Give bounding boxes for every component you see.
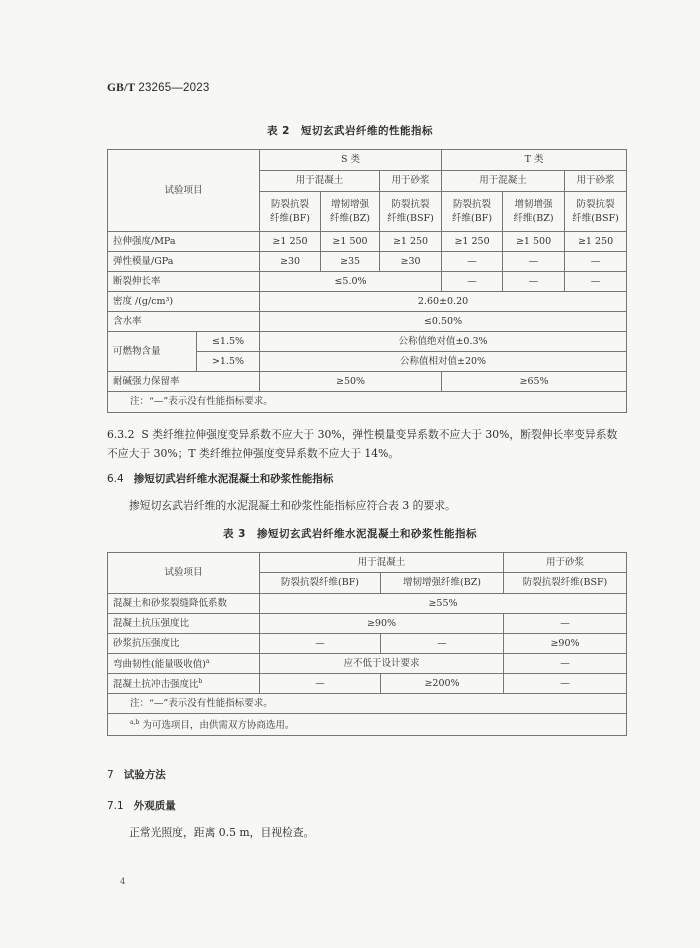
cell: 公称值相对值±20% — [260, 352, 627, 372]
table-row — [108, 654, 627, 674]
t2-s-concrete: 用于混凝土 — [260, 171, 380, 192]
standard-prefix: GB/T — [107, 82, 136, 94]
cell: ≥1 500 — [503, 232, 565, 252]
row-label: 混凝土抗冲击强度比$^b$ — [108, 674, 260, 694]
row-label: 可燃物含量 — [108, 332, 197, 372]
t2-t-bz: 增韧增强 纤维(BZ) — [503, 192, 565, 232]
cell: — — [442, 252, 503, 272]
table-row — [108, 312, 627, 332]
table-row — [108, 634, 627, 654]
table-row — [108, 272, 627, 292]
t2-s-bf: 防裂抗裂 纤维(BF) — [260, 192, 321, 232]
cell: — — [565, 252, 627, 272]
cell: — — [442, 272, 503, 292]
t3-bz: 增韧增强纤维(BZ) — [381, 573, 504, 594]
section-6-4-heading — [107, 470, 627, 489]
table-row — [108, 252, 627, 272]
table-row — [108, 594, 627, 614]
cell: — — [260, 674, 381, 694]
cell: ≥1 500 — [321, 232, 380, 252]
table-row — [108, 614, 627, 634]
row-label: 含水率 — [108, 312, 260, 332]
section-6-3-2 — [107, 425, 627, 463]
row-label: 混凝土和砂浆裂缝降低系数 — [108, 594, 260, 614]
cell: — — [381, 634, 504, 654]
paragraph-text: S 类纤维拉伸强度变异系数不应大于 30%，弹性模量变异系数不应大于 30%，断裂伸长率变异系数不应大于 30%；T 类纤维拉伸强度变异系数不应大于 14%。 — [107, 428, 618, 460]
t3-bf: 防裂抗裂纤维(BF) — [260, 573, 381, 594]
t3-bsf: 防裂抗裂纤维(BSF) — [504, 573, 627, 594]
table2-caption: 表 2 短切玄武岩纤维的性能指标 — [267, 125, 433, 137]
cell: — — [260, 634, 381, 654]
section-title: 试验方法 — [123, 769, 166, 781]
row-label: 密度 /(g/cm³) — [108, 292, 260, 312]
t2-s-mortar: 用于砂浆 — [380, 171, 442, 192]
t3-item-header: 试验项目 — [108, 553, 260, 594]
section-title: 外观质量 — [133, 800, 176, 812]
row-label: 弹性模量/GPa — [108, 252, 260, 272]
standard-number: 23265—2023 — [138, 82, 210, 94]
table-row — [108, 232, 627, 252]
section-number: 6.4 — [107, 473, 124, 485]
footnote-marker: a — [205, 658, 210, 665]
cell: — — [504, 654, 627, 674]
section-7-heading — [107, 766, 627, 785]
t2-t-mortar: 用于砂浆 — [565, 171, 627, 192]
t3-concrete: 用于混凝土 — [260, 553, 504, 573]
cell: — — [503, 252, 565, 272]
t2-item-header: 试验项目 — [108, 150, 260, 232]
cell: — — [504, 614, 627, 634]
cell: 应不低于设计要求 — [260, 654, 504, 674]
sub-label: >1.5% — [197, 352, 260, 372]
section-title: 掺短切武岩纤维水泥混凝土和砂浆性能指标 — [133, 473, 334, 485]
section-6-4-text: 掺短切玄武岩纤维的水泥混凝土和砂浆性能指标应符合表 3 的要求。 — [129, 499, 456, 512]
row-label: 耐碱强力保留率 — [108, 372, 260, 392]
cell: ≥1 250 — [565, 232, 627, 252]
cell: 2.60±0.20 — [260, 292, 627, 312]
page-number: 4 — [120, 877, 126, 887]
row-label: 混凝土抗压强度比 — [108, 614, 260, 634]
cell: ≥30 — [260, 252, 321, 272]
cell: ≥200% — [381, 674, 504, 694]
t2-t-bf: 防裂抗裂 纤维(BF) — [442, 192, 503, 232]
cell: — — [504, 674, 627, 694]
table-row — [108, 372, 627, 392]
sub-label: ≤1.5% — [197, 332, 260, 352]
standard-code — [107, 82, 209, 94]
cell: ≥30 — [380, 252, 442, 272]
table3 — [107, 552, 627, 736]
section-7-1-heading — [107, 797, 627, 816]
t2-group-t: T 类 — [442, 150, 627, 171]
row-label: 弯曲韧性(能量吸收值)$^a$ — [108, 654, 260, 674]
cell: ≥1 250 — [380, 232, 442, 252]
cell: ≤0.50% — [260, 312, 627, 332]
t2-t-concrete: 用于混凝土 — [442, 171, 565, 192]
cell: ≥65% — [442, 372, 627, 392]
cell: ≥35 — [321, 252, 380, 272]
cell: 公称值绝对值±0.3% — [260, 332, 627, 352]
table3-caption: 表 3 掺短切玄武岩纤维水泥混凝土和砂浆性能指标 — [223, 528, 477, 540]
section-number: 7 — [107, 769, 114, 781]
table3-footnote: $^{a,b}$ 为可选项目，由供需双方协商选用。 — [108, 714, 627, 736]
cell: ≥50% — [260, 372, 442, 392]
table-row — [108, 674, 627, 694]
table2-note: 注：“—”表示没有性能指标要求。 — [108, 392, 627, 413]
row-label: 砂浆抗压强度比 — [108, 634, 260, 654]
cell: ≥90% — [260, 614, 504, 634]
t3-mortar: 用于砂浆 — [504, 553, 627, 573]
cell: ≥1 250 — [260, 232, 321, 252]
section-7-1-text: 正常光照度，距离 0.5 m，目视检查。 — [129, 826, 315, 839]
cell: ≥1 250 — [442, 232, 503, 252]
table2 — [107, 149, 627, 413]
t2-s-bsf: 防裂抗裂 纤维(BSF) — [380, 192, 442, 232]
t2-t-bsf: 防裂抗裂 纤维(BSF) — [565, 192, 627, 232]
footnote-marker: b — [198, 678, 203, 685]
t2-s-bz: 增韧增强 纤维(BZ) — [321, 192, 380, 232]
row-label: 拉伸强度/MPa — [108, 232, 260, 252]
table3-note: 注：“—”表示没有性能指标要求。 — [108, 694, 627, 714]
cell: — — [503, 272, 565, 292]
cell: ≥90% — [504, 634, 627, 654]
cell: — — [565, 272, 627, 292]
cell: ≥55% — [260, 594, 627, 614]
t2-group-s: S 类 — [260, 150, 442, 171]
section-number: 7.1 — [107, 800, 124, 812]
table-row — [108, 292, 627, 312]
row-label: 断裂伸长率 — [108, 272, 260, 292]
table-row — [108, 332, 627, 352]
cell: ≤5.0% — [260, 272, 442, 292]
section-number: 6.3.2 — [107, 428, 135, 441]
